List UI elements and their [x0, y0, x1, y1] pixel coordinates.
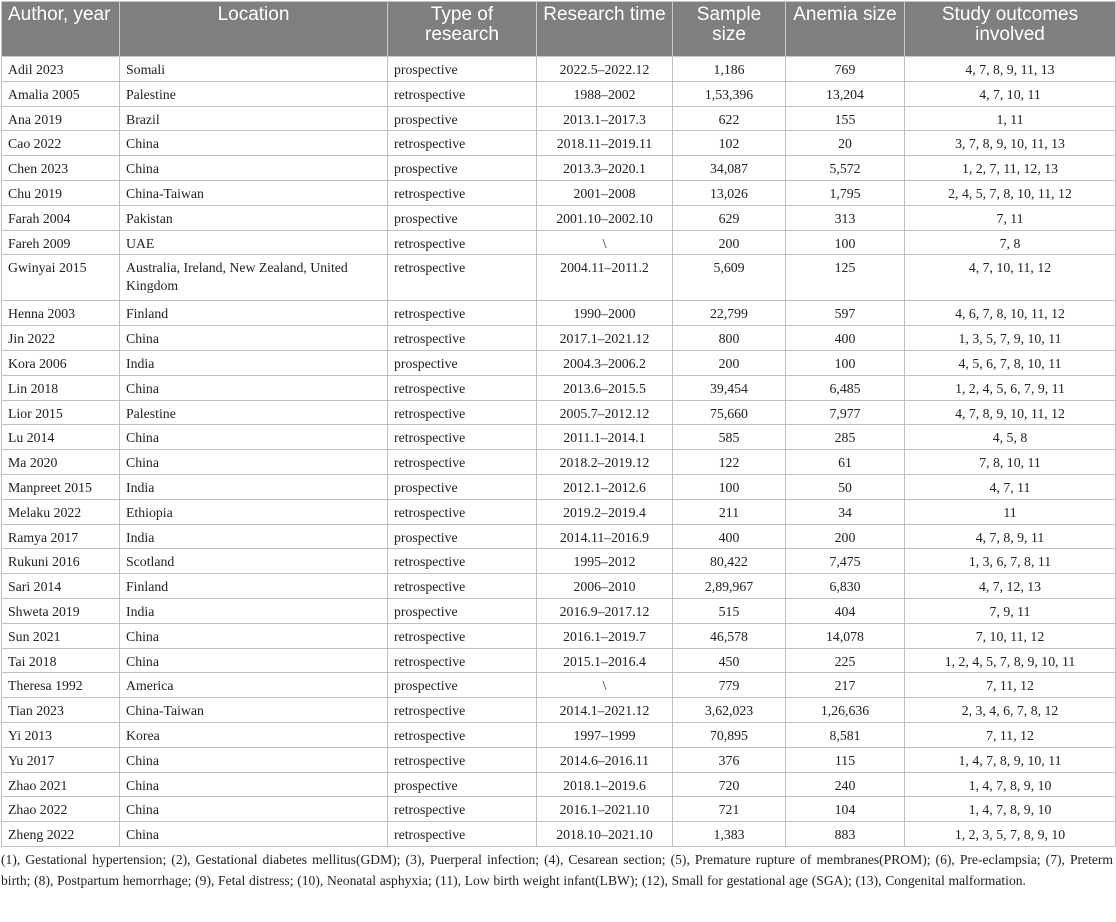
cell-anemia-size: 7,977	[786, 400, 905, 425]
cell-sample-size: 376	[673, 747, 786, 772]
cell-location: China	[120, 375, 388, 400]
cell-research-time: 2004.3–2006.2	[537, 350, 673, 375]
cell-location: China-Taiwan	[120, 698, 388, 723]
cell-research-time: 2017.1–2021.12	[537, 326, 673, 351]
cell-research-time: 2001.10–2002.10	[537, 205, 673, 230]
cell-research-time: 2014.6–2016.11	[537, 747, 673, 772]
cell-study-outcomes: 7, 10, 11, 12	[905, 623, 1116, 648]
table-row	[2, 131, 1116, 156]
table-header	[2, 2, 1116, 57]
cell-research-time: 2019.2–2019.4	[537, 499, 673, 524]
cell-author-year: Lu 2014	[2, 425, 120, 450]
cell-sample-size: 1,186	[673, 57, 786, 82]
table-row	[2, 747, 1116, 772]
cell-author-year: Zheng 2022	[2, 822, 120, 847]
cell-research-time: 2015.1–2016.4	[537, 648, 673, 673]
table-row	[2, 797, 1116, 822]
table-row	[2, 698, 1116, 723]
cell-sample-size: 211	[673, 499, 786, 524]
table-row	[2, 822, 1116, 847]
cell-type-of-research: retrospective	[388, 797, 537, 822]
table-row	[2, 623, 1116, 648]
cell-type-of-research: retrospective	[388, 747, 537, 772]
cell-type-of-research: retrospective	[388, 698, 537, 723]
cell-location: China-Taiwan	[120, 180, 388, 205]
cell-sample-size: 400	[673, 524, 786, 549]
cell-type-of-research: prospective	[388, 772, 537, 797]
header-type-of-research: Type of research	[388, 2, 537, 57]
cell-location: Pakistan	[120, 205, 388, 230]
cell-study-outcomes: 2, 4, 5, 7, 8, 10, 11, 12	[905, 180, 1116, 205]
cell-anemia-size: 225	[786, 648, 905, 673]
cell-anemia-size: 115	[786, 747, 905, 772]
cell-study-outcomes: 1, 2, 4, 5, 7, 8, 9, 10, 11	[905, 648, 1116, 673]
cell-study-outcomes: 4, 7, 8, 9, 10, 11, 12	[905, 400, 1116, 425]
cell-author-year: Cao 2022	[2, 131, 120, 156]
cell-anemia-size: 6,830	[786, 574, 905, 599]
cell-author-year: Yu 2017	[2, 747, 120, 772]
cell-sample-size: 800	[673, 326, 786, 351]
cell-location: China	[120, 326, 388, 351]
cell-type-of-research: prospective	[388, 205, 537, 230]
cell-anemia-size: 200	[786, 524, 905, 549]
table-row	[2, 400, 1116, 425]
cell-anemia-size: 8,581	[786, 722, 905, 747]
cell-author-year: Zhao 2021	[2, 772, 120, 797]
cell-anemia-size: 6,485	[786, 375, 905, 400]
cell-location: China	[120, 822, 388, 847]
cell-author-year: Adil 2023	[2, 57, 120, 82]
table-row	[2, 722, 1116, 747]
cell-type-of-research: retrospective	[388, 450, 537, 475]
cell-type-of-research: retrospective	[388, 822, 537, 847]
cell-research-time: 1997–1999	[537, 722, 673, 747]
cell-author-year: Lin 2018	[2, 375, 120, 400]
table-row	[2, 598, 1116, 623]
cell-type-of-research: retrospective	[388, 574, 537, 599]
cell-author-year: Fareh 2009	[2, 230, 120, 255]
cell-author-year: Farah 2004	[2, 205, 120, 230]
cell-sample-size: 3,62,023	[673, 698, 786, 723]
cell-author-year: Kora 2006	[2, 350, 120, 375]
cell-type-of-research: prospective	[388, 350, 537, 375]
cell-location: China	[120, 450, 388, 475]
cell-location: Somali	[120, 57, 388, 82]
header-study-outcomes: Study outcomes involved	[905, 2, 1116, 57]
cell-author-year: Zhao 2022	[2, 797, 120, 822]
cell-sample-size: 515	[673, 598, 786, 623]
cell-research-time: 1995–2012	[537, 549, 673, 574]
cell-sample-size: 1,383	[673, 822, 786, 847]
cell-location: Finland	[120, 574, 388, 599]
cell-type-of-research: prospective	[388, 598, 537, 623]
cell-research-time: 1988–2002	[537, 81, 673, 106]
cell-author-year: Theresa 1992	[2, 673, 120, 698]
cell-author-year: Ana 2019	[2, 106, 120, 131]
cell-type-of-research: retrospective	[388, 425, 537, 450]
cell-type-of-research: prospective	[388, 673, 537, 698]
table-row	[2, 524, 1116, 549]
cell-author-year: Tian 2023	[2, 698, 120, 723]
cell-type-of-research: retrospective	[388, 326, 537, 351]
cell-sample-size: 720	[673, 772, 786, 797]
cell-sample-size: 75,660	[673, 400, 786, 425]
cell-author-year: Gwinyai 2015	[2, 255, 120, 301]
table-row	[2, 474, 1116, 499]
cell-author-year: Chen 2023	[2, 156, 120, 181]
cell-sample-size: 2,89,967	[673, 574, 786, 599]
cell-sample-size: 629	[673, 205, 786, 230]
cell-anemia-size: 13,204	[786, 81, 905, 106]
cell-author-year: Jin 2022	[2, 326, 120, 351]
cell-anemia-size: 883	[786, 822, 905, 847]
table-body	[2, 57, 1116, 847]
cell-study-outcomes: 1, 2, 3, 5, 7, 8, 9, 10	[905, 822, 1116, 847]
cell-author-year: Lior 2015	[2, 400, 120, 425]
cell-anemia-size: 1,26,636	[786, 698, 905, 723]
cell-type-of-research: retrospective	[388, 81, 537, 106]
table-row	[2, 648, 1116, 673]
cell-location: Australia, Ireland, New Zealand, United Kingdom	[120, 255, 388, 301]
cell-research-time: 2013.6–2015.5	[537, 375, 673, 400]
cell-sample-size: 450	[673, 648, 786, 673]
cell-study-outcomes: 4, 5, 6, 7, 8, 10, 11	[905, 350, 1116, 375]
cell-anemia-size: 61	[786, 450, 905, 475]
cell-location: China	[120, 797, 388, 822]
cell-type-of-research: prospective	[388, 106, 537, 131]
cell-author-year: Henna 2003	[2, 301, 120, 326]
cell-location: America	[120, 673, 388, 698]
cell-study-outcomes: 4, 7, 8, 9, 11, 13	[905, 57, 1116, 82]
cell-anemia-size: 285	[786, 425, 905, 450]
cell-type-of-research: retrospective	[388, 400, 537, 425]
cell-anemia-size: 769	[786, 57, 905, 82]
cell-type-of-research: retrospective	[388, 623, 537, 648]
cell-sample-size: 5,609	[673, 255, 786, 301]
cell-research-time: 2004.11–2011.2	[537, 255, 673, 301]
cell-type-of-research: retrospective	[388, 131, 537, 156]
cell-location: Ethiopia	[120, 499, 388, 524]
table-footnote: (1), Gestational hypertension; (2), Gestational diabetes mellitus(GDM); (3), Puerperal infection; (4), Cesarean section; (5), Premature rupture of membranes(PROM); (6), Pre-eclampsia; (7), Preterm birth; (8), Postpartum hemorrhage; (9), Fetal distress; (10), Neonatal asphyxia; (11), Low birth weight infant(LBW); (12), Small for gestational age (SGA); (13), Congenital malformation.	[1, 852, 1113, 888]
cell-location: China	[120, 648, 388, 673]
table-row	[2, 180, 1116, 205]
cell-research-time: 2016.1–2021.10	[537, 797, 673, 822]
cell-sample-size: 622	[673, 106, 786, 131]
cell-research-time: 2011.1–2014.1	[537, 425, 673, 450]
cell-location: India	[120, 474, 388, 499]
cell-sample-size: 122	[673, 450, 786, 475]
cell-study-outcomes: 7, 8, 10, 11	[905, 450, 1116, 475]
cell-research-time: 2018.1–2019.6	[537, 772, 673, 797]
cell-author-year: Tai 2018	[2, 648, 120, 673]
cell-anemia-size: 7,475	[786, 549, 905, 574]
cell-anemia-size: 20	[786, 131, 905, 156]
table-row	[2, 425, 1116, 450]
table-row	[2, 549, 1116, 574]
cell-type-of-research: retrospective	[388, 648, 537, 673]
cell-type-of-research: retrospective	[388, 375, 537, 400]
cell-anemia-size: 104	[786, 797, 905, 822]
cell-sample-size: 200	[673, 350, 786, 375]
cell-anemia-size: 217	[786, 673, 905, 698]
cell-type-of-research: retrospective	[388, 301, 537, 326]
table-row	[2, 450, 1116, 475]
cell-research-time: \	[537, 673, 673, 698]
cell-location: Palestine	[120, 81, 388, 106]
table-row	[2, 230, 1116, 255]
cell-study-outcomes: 7, 11, 12	[905, 722, 1116, 747]
cell-sample-size: 721	[673, 797, 786, 822]
cell-type-of-research: prospective	[388, 524, 537, 549]
cell-study-outcomes: 1, 4, 7, 8, 9, 10	[905, 797, 1116, 822]
header-anemia-size: Anemia size	[786, 2, 905, 57]
table-row	[2, 375, 1116, 400]
table-row	[2, 301, 1116, 326]
cell-anemia-size: 125	[786, 255, 905, 301]
cell-research-time: 2005.7–2012.12	[537, 400, 673, 425]
table-row	[2, 205, 1116, 230]
cell-sample-size: 22,799	[673, 301, 786, 326]
cell-type-of-research: prospective	[388, 474, 537, 499]
cell-location: China	[120, 623, 388, 648]
cell-study-outcomes: 1, 3, 5, 7, 9, 10, 11	[905, 326, 1116, 351]
cell-author-year: Rukuni 2016	[2, 549, 120, 574]
table-row	[2, 499, 1116, 524]
cell-sample-size: 102	[673, 131, 786, 156]
cell-location: Palestine	[120, 400, 388, 425]
cell-study-outcomes: 7, 8	[905, 230, 1116, 255]
cell-location: China	[120, 772, 388, 797]
header-location: Location	[120, 2, 388, 57]
cell-author-year: Sari 2014	[2, 574, 120, 599]
cell-sample-size: 46,578	[673, 623, 786, 648]
cell-anemia-size: 50	[786, 474, 905, 499]
cell-anemia-size: 14,078	[786, 623, 905, 648]
table-row	[2, 673, 1116, 698]
cell-study-outcomes: 3, 7, 8, 9, 10, 11, 13	[905, 131, 1116, 156]
cell-author-year: Ramya 2017	[2, 524, 120, 549]
cell-research-time: 2006–2010	[537, 574, 673, 599]
cell-author-year: Chu 2019	[2, 180, 120, 205]
cell-study-outcomes: 4, 7, 12, 13	[905, 574, 1116, 599]
table-row	[2, 772, 1116, 797]
cell-study-outcomes: 4, 7, 8, 9, 11	[905, 524, 1116, 549]
cell-study-outcomes: 4, 7, 11	[905, 474, 1116, 499]
cell-research-time: 2012.1–2012.6	[537, 474, 673, 499]
cell-research-time: 2014.11–2016.9	[537, 524, 673, 549]
cell-study-outcomes: 1, 2, 7, 11, 12, 13	[905, 156, 1116, 181]
cell-sample-size: 70,895	[673, 722, 786, 747]
table-row	[2, 106, 1116, 131]
cell-sample-size: 200	[673, 230, 786, 255]
cell-location: India	[120, 598, 388, 623]
cell-research-time: 2018.11–2019.11	[537, 131, 673, 156]
cell-location: Korea	[120, 722, 388, 747]
cell-sample-size: 13,026	[673, 180, 786, 205]
cell-location: Scotland	[120, 549, 388, 574]
table-row	[2, 255, 1116, 301]
cell-location: India	[120, 350, 388, 375]
cell-anemia-size: 597	[786, 301, 905, 326]
cell-sample-size: 39,454	[673, 375, 786, 400]
table-row	[2, 57, 1116, 82]
cell-research-time: 2016.1–2019.7	[537, 623, 673, 648]
cell-research-time: 2016.9–2017.12	[537, 598, 673, 623]
cell-location: Finland	[120, 301, 388, 326]
cell-research-time: 2022.5–2022.12	[537, 57, 673, 82]
cell-research-time: 2014.1–2021.12	[537, 698, 673, 723]
cell-study-outcomes: 2, 3, 4, 6, 7, 8, 12	[905, 698, 1116, 723]
cell-study-outcomes: 1, 4, 7, 8, 9, 10	[905, 772, 1116, 797]
cell-anemia-size: 313	[786, 205, 905, 230]
cell-type-of-research: prospective	[388, 57, 537, 82]
cell-author-year: Amalia 2005	[2, 81, 120, 106]
cell-study-outcomes: 7, 9, 11	[905, 598, 1116, 623]
cell-author-year: Sun 2021	[2, 623, 120, 648]
cell-location: China	[120, 425, 388, 450]
cell-author-year: Melaku 2022	[2, 499, 120, 524]
cell-anemia-size: 404	[786, 598, 905, 623]
cell-sample-size: 779	[673, 673, 786, 698]
cell-study-outcomes: 7, 11, 12	[905, 673, 1116, 698]
cell-study-outcomes: 4, 7, 10, 11, 12	[905, 255, 1116, 301]
cell-study-outcomes: 4, 6, 7, 8, 10, 11, 12	[905, 301, 1116, 326]
cell-research-time: 2001–2008	[537, 180, 673, 205]
table-row	[2, 156, 1116, 181]
cell-location: Brazil	[120, 106, 388, 131]
cell-author-year: Shweta 2019	[2, 598, 120, 623]
cell-anemia-size: 155	[786, 106, 905, 131]
cell-location: China	[120, 747, 388, 772]
cell-sample-size: 1,53,396	[673, 81, 786, 106]
cell-research-time: \	[537, 230, 673, 255]
table-row	[2, 574, 1116, 599]
cell-study-outcomes: 1, 4, 7, 8, 9, 10, 11	[905, 747, 1116, 772]
header-research-time: Research time	[537, 2, 673, 57]
cell-research-time: 1990–2000	[537, 301, 673, 326]
cell-research-time: 2018.2–2019.12	[537, 450, 673, 475]
table-row	[2, 326, 1116, 351]
cell-location: China	[120, 131, 388, 156]
header-sample-size: Sample size	[673, 2, 786, 57]
cell-sample-size: 34,087	[673, 156, 786, 181]
header-row	[2, 2, 1116, 57]
cell-study-outcomes: 4, 5, 8	[905, 425, 1116, 450]
cell-author-year: Yi 2013	[2, 722, 120, 747]
cell-location: UAE	[120, 230, 388, 255]
cell-study-outcomes: 7, 11	[905, 205, 1116, 230]
cell-sample-size: 585	[673, 425, 786, 450]
cell-study-outcomes: 11	[905, 499, 1116, 524]
cell-type-of-research: retrospective	[388, 180, 537, 205]
cell-anemia-size: 240	[786, 772, 905, 797]
header-author-year: Author, year	[2, 2, 120, 57]
cell-study-outcomes: 1, 2, 4, 5, 6, 7, 9, 11	[905, 375, 1116, 400]
table-row	[2, 81, 1116, 106]
study-characteristics-table	[1, 1, 1116, 847]
table-row	[2, 350, 1116, 375]
cell-type-of-research: retrospective	[388, 722, 537, 747]
cell-research-time: 2013.3–2020.1	[537, 156, 673, 181]
cell-study-outcomes: 1, 3, 6, 7, 8, 11	[905, 549, 1116, 574]
cell-anemia-size: 100	[786, 350, 905, 375]
cell-location: India	[120, 524, 388, 549]
cell-author-year: Ma 2020	[2, 450, 120, 475]
cell-location: China	[120, 156, 388, 181]
cell-type-of-research: retrospective	[388, 499, 537, 524]
cell-research-time: 2018.10–2021.10	[537, 822, 673, 847]
cell-anemia-size: 34	[786, 499, 905, 524]
cell-study-outcomes: 4, 7, 10, 11	[905, 81, 1116, 106]
cell-research-time: 2013.1–2017.3	[537, 106, 673, 131]
cell-type-of-research: retrospective	[388, 230, 537, 255]
cell-anemia-size: 400	[786, 326, 905, 351]
cell-sample-size: 80,422	[673, 549, 786, 574]
cell-type-of-research: retrospective	[388, 255, 537, 301]
cell-anemia-size: 5,572	[786, 156, 905, 181]
cell-sample-size: 100	[673, 474, 786, 499]
cell-anemia-size: 100	[786, 230, 905, 255]
cell-anemia-size: 1,795	[786, 180, 905, 205]
cell-author-year: Manpreet 2015	[2, 474, 120, 499]
cell-type-of-research: prospective	[388, 156, 537, 181]
cell-type-of-research: retrospective	[388, 549, 537, 574]
cell-study-outcomes: 1, 11	[905, 106, 1116, 131]
